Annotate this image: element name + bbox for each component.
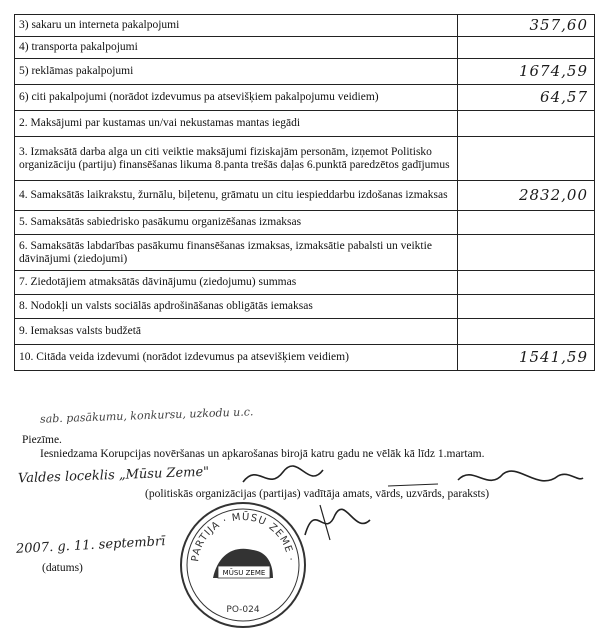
seal-top-text: PARTIJA · MŪSU ZEME · [190,511,296,563]
table-row [15,345,595,371]
row-value: 2832,00 [458,181,595,211]
row-label: 2. Maksājumi par kustamas un/vai nekustamas mantas iegādi [15,111,458,137]
date-handwriting: 2007. g. 11. septembrī [15,534,166,557]
table-row [15,235,595,271]
row-value: 1674,59 [458,59,595,85]
row-label: 3. Izmaksātā darba alga un citi veiktie maksājumi fiziskajām personām, izņemot Politisko organizāciju (partiju) finansēšanas likuma 8.panta trešās daļas 6.punktā paredzētos gadījumus [15,137,458,181]
row-value [458,211,595,235]
row-value [458,37,595,59]
row-label: 8. Nodokļi un valsts sociālās apdrošināšanas obligātās iemaksas [15,295,458,319]
row-label: 5. Samaksātās sabiedrisko pasākumu organizēšanas izmaksas [15,211,458,235]
row-label: 4) transporta pakalpojumi [15,37,458,59]
table-row [15,111,595,137]
table-row [15,211,595,235]
table-row [15,15,595,37]
table-row [15,271,595,295]
row-value [458,271,595,295]
row-value: 64,57 [458,85,595,111]
signature-label: (politiskās organizācijas (partijas) vadītāja amats, vārds, uzvārds, paraksts) [145,488,490,500]
seal-bottom-text: PO-024 [226,605,260,615]
row-label: 9. Iemaksas valsts budžetā [15,319,458,345]
party-seal-icon [178,500,308,630]
date-label: (datums) [42,562,83,574]
expense-form-table [14,14,595,371]
table-row [15,137,595,181]
table-row [15,181,595,211]
row-value [458,137,595,181]
row-value [458,235,595,271]
row-label: 7. Ziedotājiem atmaksātās dāvinājumu (ziedojumu) summas [15,271,458,295]
second-signature-icon [300,495,380,545]
table-row [15,59,595,85]
row-value: 357,60 [458,15,595,37]
piezime-text: Iesniedzama Korupcijas novēršanas un apkarošanas birojā katru gadu ne vēlāk kā līdz 1.martam. [40,448,485,460]
row-value [458,111,595,137]
signature-handwriting: Valdes loceklis „Mūsu Zeme" [17,464,210,487]
row-label: 10. Citāda veida izdevumi (norādot izdevumus pa atsevišķiem veidiem) [15,345,458,371]
table-row [15,319,595,345]
handwritten-note: sab. pasākumu, konkursu, uzkodu u.c. [39,405,254,426]
row-label: 3) sakaru un interneta pakalpojumi [15,15,458,37]
table-row [15,37,595,59]
row-label: 4. Samaksātās laikrakstu, žurnālu, biļetenu, grāmatu un citu iespieddarbu izdošanas izmaksas [15,181,458,211]
piezime-title: Piezīme. [22,434,62,446]
row-value [458,295,595,319]
row-value [458,319,595,345]
seal-center-text: MŪSU ZEME [222,569,266,577]
table-row [15,85,595,111]
row-value: 1541,59 [458,345,595,371]
table-row [15,295,595,319]
row-label: 5) reklāmas pakalpojumi [15,59,458,85]
row-label: 6) citi pakalpojumi (norādot izdevumus pa atsevišķiem pakalpojumu veidiem) [15,85,458,111]
row-label: 6. Samaksātās labdarības pasākumu finansēšanas izmaksas, izmaksātie pabalsti un veiktie dāvinājumi (ziedojumi) [15,235,458,271]
